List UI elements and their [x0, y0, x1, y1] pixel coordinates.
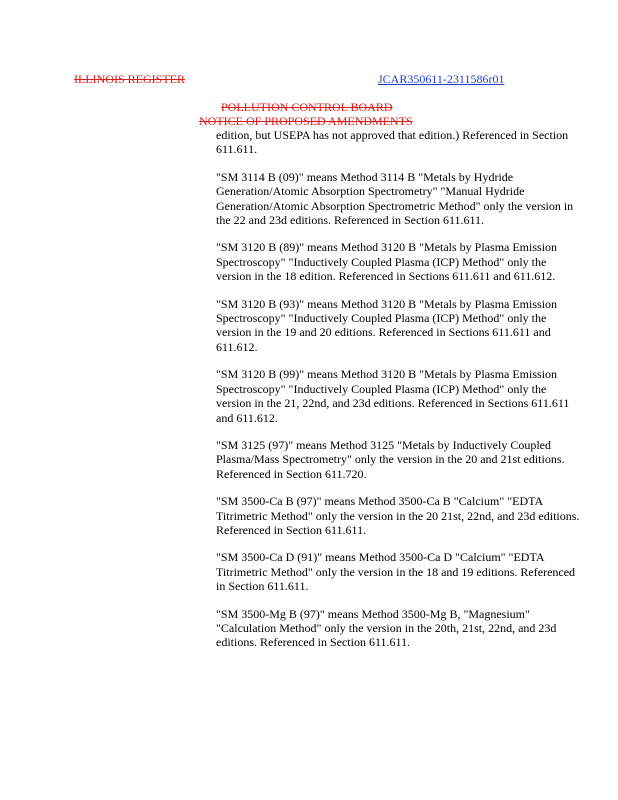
paragraph-0: edition, but USEPA has not approved that edition.) Referenced in Section 611.611. — [216, 128, 569, 157]
document-body — [216, 128, 584, 663]
paragraph-sm3120b-93: "SM 3120 B (93)" means Method 3120 B "Metals by Plasma Emission Spectroscopy" "Inductively Coupled Plasma (ICP) Method" only the version in the 19 and 20 editions. Referenced in Sections 611.611 and 611.612. — [216, 296, 558, 354]
paragraph-sm3500mg-b: "SM 3500-Mg B (97)" means Method 3500-Mg B, "Magnesium" "Calculation Method" only the version in the 20th, 21st, 22nd, and 23d editions. Referenced in Section 611.611. — [216, 606, 557, 650]
paragraph-sm3120b-99: "SM 3120 B (99)" means Method 3120 B "Metals by Plasma Emission Spectroscopy" "Inductively Coupled Plasma (ICP) Method" only the version in the 21, 22nd, and 23d editions. Referenced in Sections 611.611 and 611.612. — [216, 367, 570, 425]
register-header: ILLINOIS REGISTER — [74, 72, 185, 86]
notice-title: NOTICE OF PROPOSED AMENDMENTS — [199, 114, 413, 128]
board-title: POLLUTION CONTROL BOARD — [221, 100, 393, 114]
document-id: JCAR350611-2311586r01 — [378, 72, 505, 86]
paragraph-sm3120b-89: "SM 3120 B (89)" means Method 3120 B "Metals by Plasma Emission Spectroscopy" "Inductively Coupled Plasma (ICP) Method" only the version in the 18 edition. Referenced in Sections 611.611 and 611.612. — [216, 240, 558, 284]
paragraph-sm3500ca-d: "SM 3500-Ca D (91)" means Method 3500-Ca D "Calcium" "EDTA Titrimetric Method" only the version in the 18 and 19 editions. Referenced in Section 611.611. — [216, 550, 576, 594]
paragraph-sm3500ca-b: "SM 3500-Ca B (97)" means Method 3500-Ca B "Calcium" "EDTA Titrimetric Method" only the version in the 20 21st, 22nd, and 23d editions. Referenced in Section 611.611. — [216, 494, 580, 537]
paragraph-sm3114b: "SM 3114 B (09)" means Method 3114 B "Metals by Hydride Generation/Atomic Absorption Spectrometry" "Manual Hydride Generation/Atomic Absorption Spectrometric Method" only the version in the 22 and 23d editions. Referenced in Section 611.611. — [216, 169, 574, 228]
paragraph-sm3125: "SM 3125 (97)" means Method 3125 "Metals by Inductively Coupled Plasma/Mass Spectrometry" only the version in the 20 and 21st editions. Referenced in Section 611.720. — [216, 437, 565, 481]
